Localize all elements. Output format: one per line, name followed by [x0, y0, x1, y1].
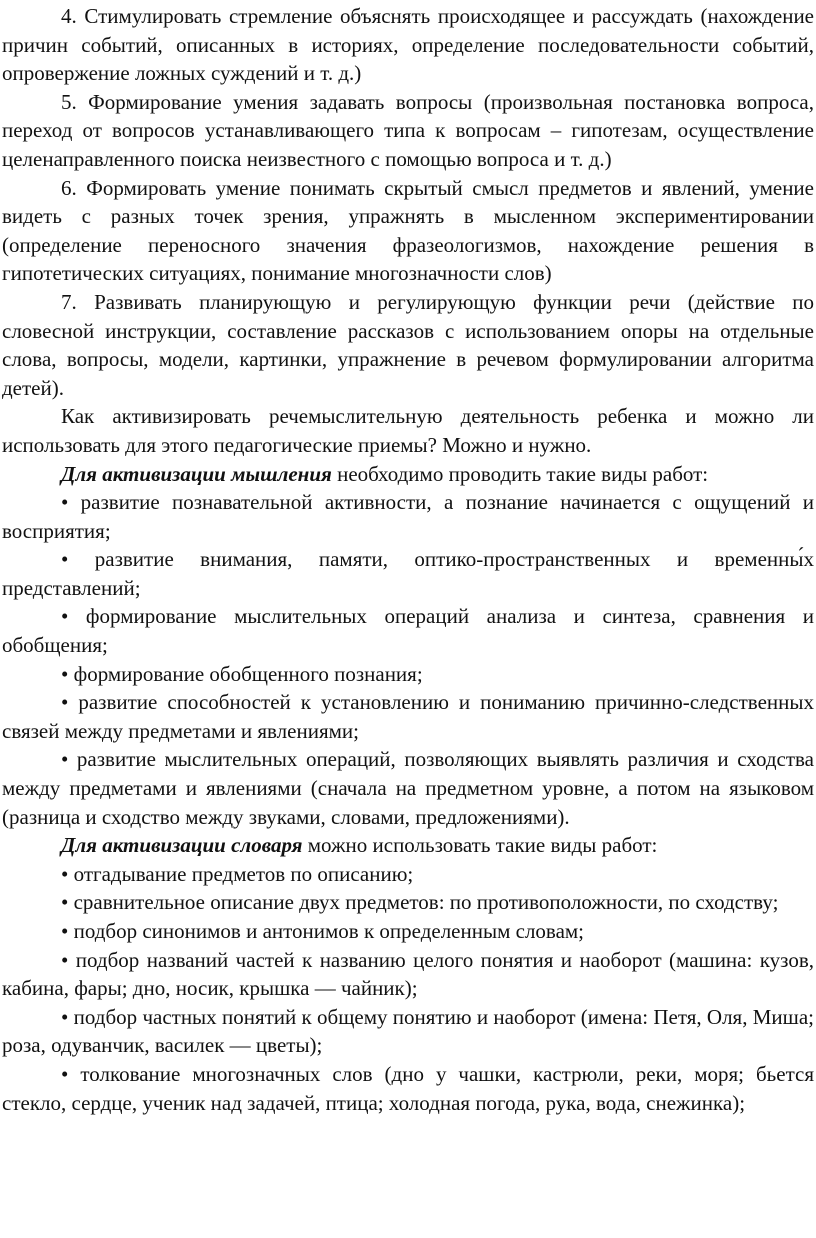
vocabulary-list-item: • сравнительное описание двух предметов: по противоположности, по сходству; — [61, 890, 779, 915]
thinking-list-item: • развитие мыслительных операций, позволяющих выявлять различия и сходства между предметами и явлениями (сначала на предметном уровне, а потом на языковом (разница и сходство между звуками, словами, предложениями). — [2, 747, 814, 829]
vocabulary-list-item: • подбор названий частей к названию целого понятия и наоборот (машина: кузов, кабина, фары; дно, носик, крышка — чайник); — [2, 947, 814, 1001]
thinking-list-item: • развитие познавательной активности, а познание начинается с ощущений и восприятия; — [2, 490, 814, 543]
numbered-item-5: 5. Формирование умения задавать вопросы (произвольная постановка вопроса, переход от вопросов устанавливающего типа к вопросам – гипотезам, осуществление целенаправленного поиска неизвестного с помощью вопроса и т. д.) — [2, 89, 814, 171]
thinking-list-item: • формирование обобщенного познания; — [61, 661, 423, 686]
question-paragraph: Как активизировать речемыслительную деятельность ребенка и можно ли использовать для этого педагогические приемы? Можно и нужно. — [2, 404, 814, 457]
numbered-item-4: 4. Стимулировать стремление объяснять происходящее и рассуждать (нахождение причин событий, описанных в историях, определение последовательности событий, опровержение ложных суждений и т. д.) — [2, 4, 814, 86]
vocabulary-list-item: • подбор частных понятий к общему понятию и наоборот (имена: Петя, Оля, Миша; роза, одуванчик, василек — цветы); — [2, 1004, 814, 1058]
vocabulary-section-lead — [2, 831, 814, 860]
vocabulary-list-item: • толкование многозначных слов (дно у чашки, кастрюли, реки, моря; бьется стекло, сердце, ученик над задачей, птица; холодная погода, рука, вода, снежинка); — [2, 1061, 814, 1115]
thinking-list-item: • развитие внимания, памяти, оптико-пространственных и временны́х представлений; — [2, 547, 814, 600]
thinking-section-lead — [2, 460, 814, 489]
vocabulary-section-lead-text: можно использовать такие виды работ: — [302, 833, 658, 858]
thinking-section-heading: Для активизации мышления — [61, 461, 332, 486]
thinking-list-item: • развитие способностей к установлению и пониманию причинно-следственных связей между предметами и явлениями; — [2, 690, 814, 743]
vocabulary-list-item: • отгадывание предметов по описанию; — [61, 861, 414, 886]
vocabulary-section-heading: Для активизации словаря — [61, 833, 303, 858]
numbered-item-7: 7. Развивать планирующую и регулирующую функции речи (действие по словесной инструкции, составление рассказов с использованием опоры на отдельные слова, вопросы, модели, картинки, упражнение в речевом формулировании алгоритма детей). — [2, 289, 814, 400]
numbered-item-6: 6. Формировать умение понимать скрытый смысл предметов и явлений, умение видеть с разных точек зрения, упражнять в мысленном экспериментировании (определение переносного значения фразеологизмов, нахождение решения в гипотетических ситуациях, понимание многозначности слов) — [2, 175, 814, 286]
thinking-list-item: • формирование мыслительных операций анализа и синтеза, сравнения и обобщения; — [2, 604, 814, 658]
vocabulary-list-item: • подбор синонимов и антонимов к определенным словам; — [61, 919, 585, 943]
thinking-section-lead-text: необходимо проводить такие виды работ: — [331, 461, 709, 486]
